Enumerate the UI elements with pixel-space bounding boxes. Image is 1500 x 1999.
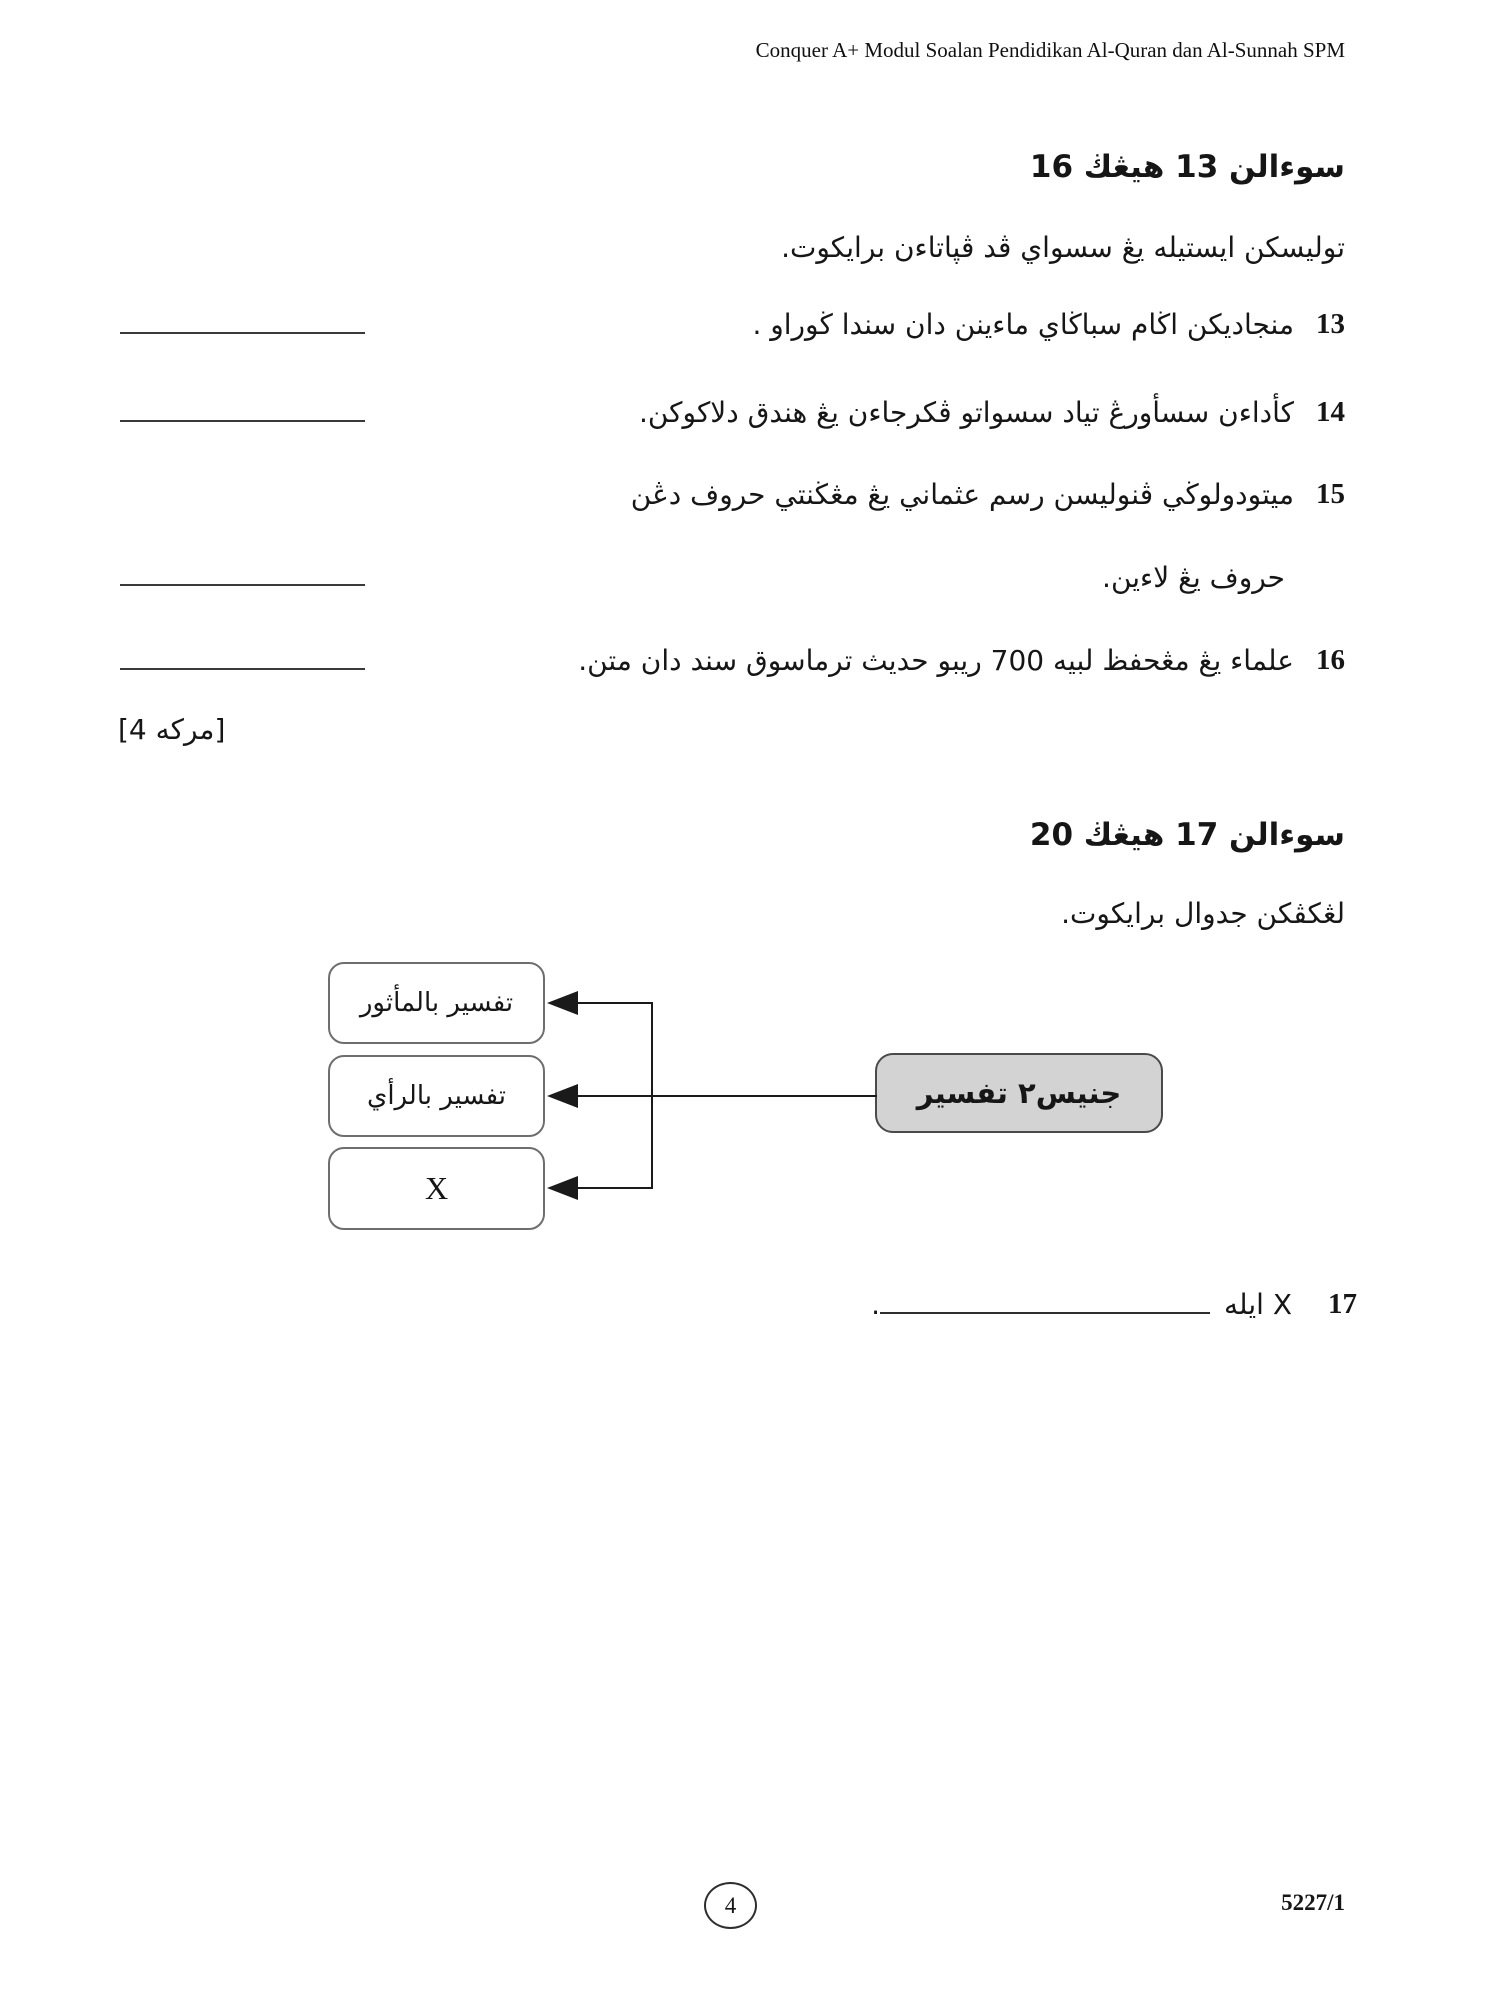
section1-instruction: توليسكن ايستيله يڠ سسواي ڤد ڤڽاتاءن برايكوت. <box>781 231 1345 264</box>
section2-instruction: لڠكڤكن جدوال برايكوت. <box>1061 897 1345 930</box>
question-number: 14 <box>1316 396 1345 428</box>
question-number: 17 <box>1328 1288 1357 1320</box>
question-text: ميتودولوڬي ڤنوليسن رسم عثماني يڠ مڠڬنتي حروف دڠن <box>630 478 1294 512</box>
question-text: علماء يڠ مڠحفظ لبيه 700 ريبو حديث ترماسوق سند دان متن. <box>578 644 1294 678</box>
question-item-16 <box>120 640 1345 681</box>
arrow-left-icon <box>547 1176 578 1200</box>
question-item-13 <box>120 304 1345 345</box>
question-item-14 <box>120 392 1345 433</box>
arrow-left-icon <box>547 991 578 1015</box>
answer-blank-line <box>120 668 365 670</box>
arrow-left-icon <box>547 1084 578 1108</box>
sentence-period: . <box>871 1288 881 1322</box>
diagram-box-tafsir-bil-mathur: تفسير بالمأثور <box>328 962 545 1044</box>
question-text: X ايله <box>1224 1288 1292 1322</box>
document-code: 5227/1 <box>1281 1890 1345 1915</box>
section1-heading: سوءالن 13 هيڠڬ 16 <box>1029 149 1345 185</box>
page-number: 4 <box>724 1892 737 1918</box>
answer-blank-line <box>120 420 365 422</box>
diagram-box-x: X <box>328 1147 545 1230</box>
question-number: 15 <box>1316 478 1345 510</box>
question-item-17 <box>871 1284 1357 1325</box>
question-item-15-line2 <box>120 558 1285 597</box>
diagram-source-box: جنيس٢ تفسير <box>875 1053 1163 1133</box>
answer-blank-line <box>120 332 365 334</box>
question-text: منجاديكن اڬام سباڬاي ماءينن دان سندا ڬوراو . <box>752 308 1294 342</box>
page-number-badge <box>704 1882 757 1929</box>
diagram-connector-lines <box>545 960 880 1250</box>
question-number: 13 <box>1316 308 1345 340</box>
answer-blank-line <box>120 584 365 586</box>
section2-heading: سوءالن 17 هيڠڬ 20 <box>1029 817 1345 853</box>
question-number: 16 <box>1316 644 1345 676</box>
question-text: كأداءن سسأورڠ تياد سسواتو ڤكرجاءن يڠ هندق دلاكوكن. <box>638 396 1294 430</box>
question-text-continued: حروف يڠ لاءين. <box>1102 561 1285 594</box>
answer-blank-line <box>880 1312 1210 1314</box>
marks-allocation: [4 مركه] <box>118 713 226 746</box>
diagram-box-tafsir-bil-ray: تفسير بالرأي <box>328 1055 545 1137</box>
question-item-15-line1 <box>120 474 1345 515</box>
page-header-title: Conquer A+ Modul Soalan Pendidikan Al-Quran dan Al-Sunnah SPM <box>755 38 1345 62</box>
